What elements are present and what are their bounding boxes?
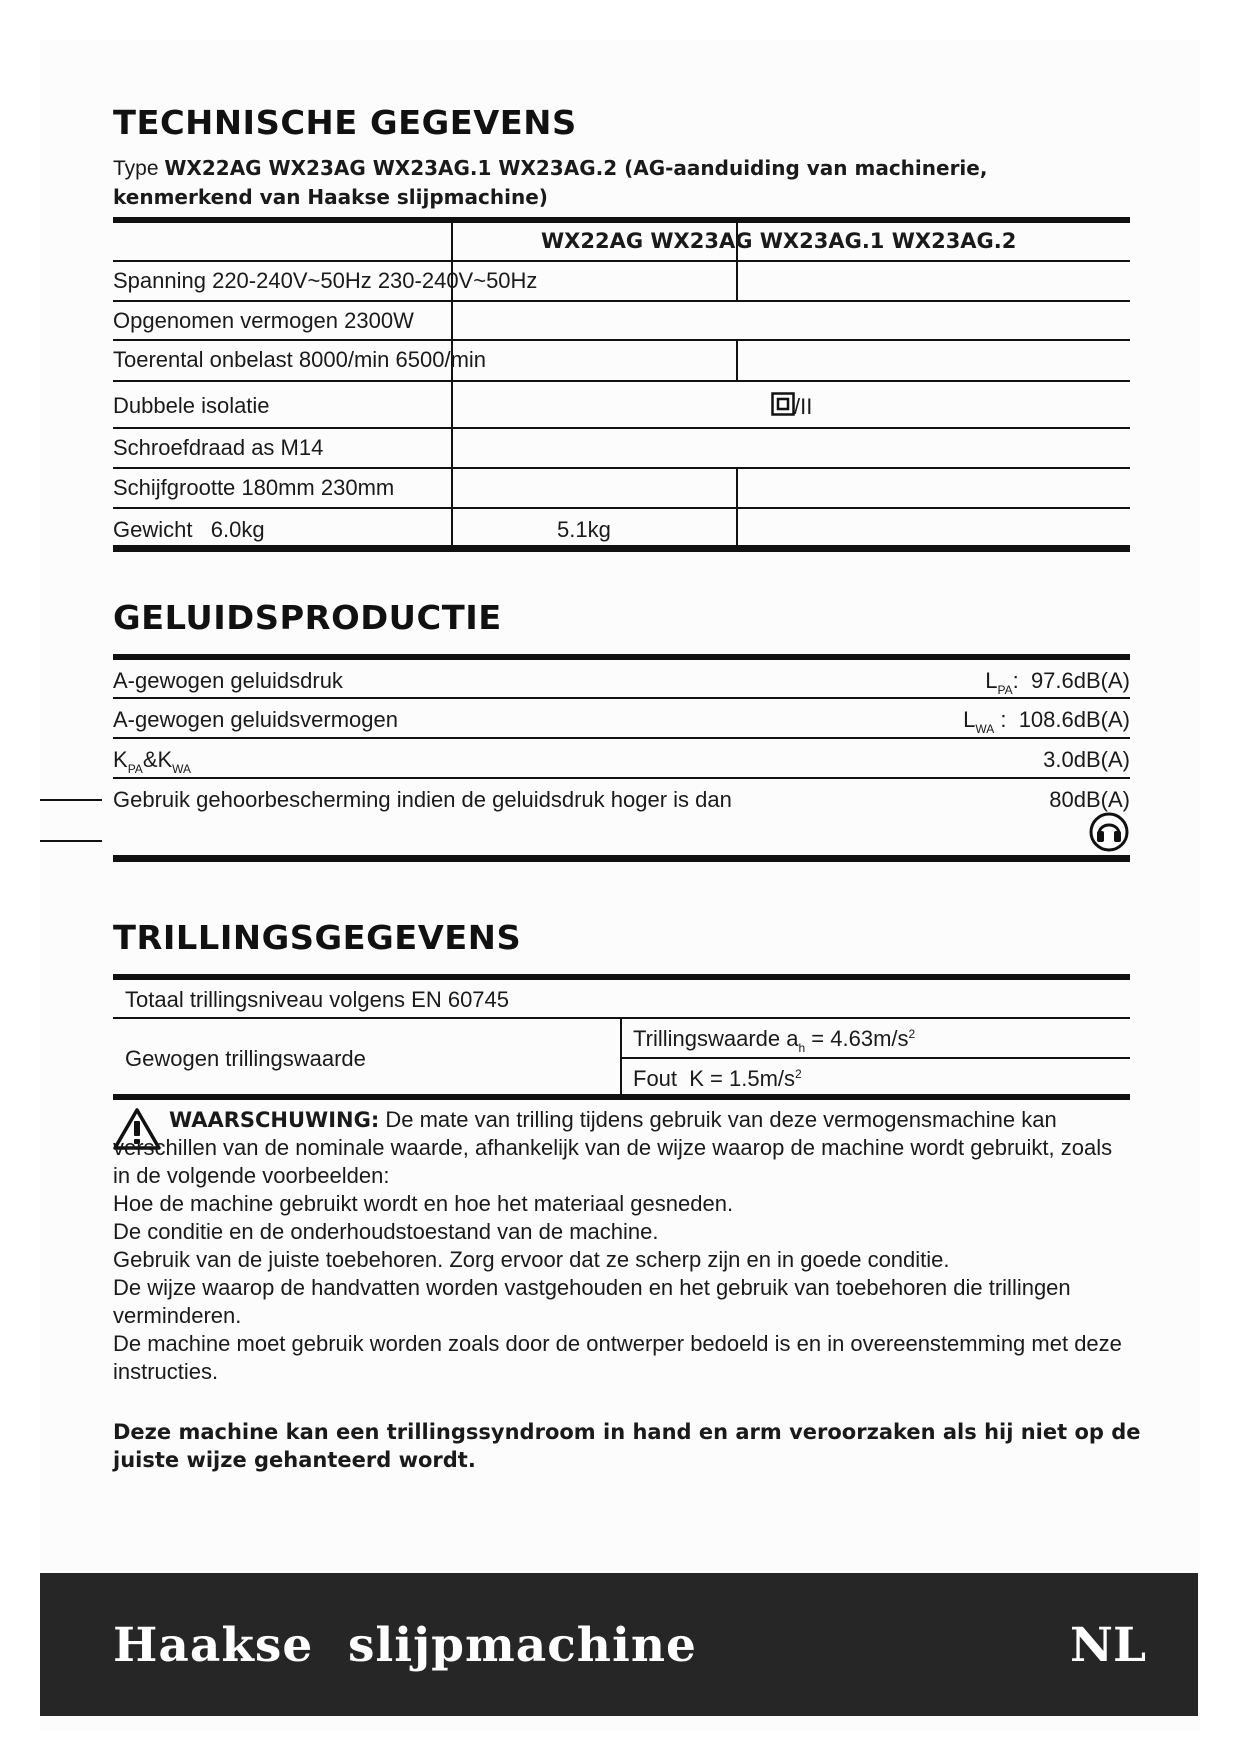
table-bottom-rule xyxy=(113,855,1130,862)
row-voltage: Spanning 220-240V~50Hz 230-240V~50Hz xyxy=(113,268,538,293)
column-divider xyxy=(736,469,738,545)
sound-power-value: $L_{WA}$ : 108.6dB(A) xyxy=(963,707,1130,736)
column-divider xyxy=(620,1019,622,1094)
margin-mark xyxy=(40,799,102,801)
row-rule xyxy=(113,339,1130,341)
sound-pressure-value: $L_{PA}$: 97.6dB(A) xyxy=(985,668,1130,697)
footer-language: NL xyxy=(1069,1618,1146,1673)
weight-value-2: 5.1kg xyxy=(557,517,611,542)
row-rule xyxy=(113,300,1130,302)
row-rule xyxy=(113,427,1130,429)
warning-line: De wijze waarop de handvatten worden vastgehouden en het gebruik van toebehoren die trillingen verminderen. xyxy=(113,1275,1071,1328)
row-rule xyxy=(113,507,1130,509)
row-weight: Gewicht 6.0kg xyxy=(113,517,265,542)
insulation-class: /II xyxy=(794,394,813,419)
warning-line: Gebruik van de juiste toebehoren. Zorg ervoor dat ze scherp zijn en in goede conditie. xyxy=(113,1247,950,1272)
margin-mark xyxy=(40,840,102,842)
type-models: WX22AG WX23AG WX23AG.1 WX23AG.2 (AG-aanduiding van machinerie, kenmerkend van Haakse slijpmachine) xyxy=(113,156,988,209)
sound-power-label: A-gewogen geluidsvermogen xyxy=(113,707,398,732)
closing-warning: Deze machine kan een trillingssyndroom in hand en arm veroorzaken als hij niet op de juiste wijze gehanteerd wordt. xyxy=(113,1420,1141,1472)
type-prefix: Type xyxy=(113,157,159,180)
row-rule xyxy=(113,380,1130,382)
table-top-rule xyxy=(113,217,1130,223)
warning-line: De machine moet gebruik worden zoals door de ontwerper bedoeld is en in overeenstemming met deze instructies. xyxy=(113,1331,1122,1384)
row-power: Opgenomen vermogen 2300W xyxy=(113,308,414,333)
table-top-rule xyxy=(113,974,1130,980)
technical-heading: TECHNISCHE GEGEVENS xyxy=(113,103,577,142)
weighted-vibration-label: Gewogen trillingswaarde xyxy=(125,1046,366,1071)
warning-intro: WAARSCHUWING: De mate van trilling tijdens gebruik van deze vermogensmachine kan verschillen van de nominale waarde, afhankelijk van de wijze waarop de machine wordt gebruikt, zoals in de volgende voorbeelden: xyxy=(113,1107,1113,1188)
uncertainty-value: 3.0dB(A) xyxy=(1043,747,1130,772)
row-insulation: Dubbele isolatie xyxy=(113,393,270,418)
row-rule xyxy=(113,697,1130,699)
hearing-protection-value: 80dB(A) xyxy=(1049,787,1130,812)
noise-heading: GELUIDSPRODUCTIE xyxy=(113,598,502,637)
table-bottom-rule xyxy=(113,1094,1130,1100)
type-line xyxy=(113,154,1113,212)
footer-title: Haakse slijpmachine xyxy=(113,1618,697,1673)
row-rule xyxy=(113,467,1130,469)
column-divider xyxy=(736,341,738,382)
row-rule xyxy=(113,260,1130,262)
sound-pressure-label: A-gewogen geluidsdruk xyxy=(113,668,343,693)
table-top-rule xyxy=(113,654,1130,660)
vibration-value: Trillingswaarde $a_h = 4.63m/s^2$ xyxy=(633,1026,916,1055)
total-vibration-label: Totaal trillingsniveau volgens EN 60745 xyxy=(125,987,510,1012)
warning-line: Hoe de machine gebruikt wordt en hoe het materiaal gesneden. xyxy=(113,1191,734,1216)
vibration-error: Fout $K = 1.5m/s^2$ xyxy=(633,1066,802,1091)
hearing-protection-label: Gebruik gehoorbescherming indien de geluidsdruk hoger is dan xyxy=(113,787,732,812)
ear-protection-icon xyxy=(1089,812,1129,857)
row-thread: Schroefdraad as M14 xyxy=(113,435,324,460)
row-rule xyxy=(621,1057,1130,1059)
table-bottom-rule xyxy=(113,545,1130,552)
uncertainty-label: $K_{PA}\&K_{WA}$ xyxy=(113,747,192,776)
row-rule xyxy=(113,777,1130,779)
vibration-heading: TRILLINGSGEGEVENS xyxy=(113,918,522,957)
warning-text xyxy=(113,1106,1133,1386)
table-header: WX22AG WX23AG WX23AG.1 WX23AG.2 xyxy=(541,229,1017,253)
double-insulation-icon xyxy=(771,392,795,421)
row-speed: Toerental onbelast 8000/min 6500/min xyxy=(113,347,487,372)
row-rule xyxy=(113,737,1130,739)
row-disc-size: Schijfgrootte 180mm 230mm xyxy=(113,475,395,500)
warning-line: De conditie en de onderhoudstoestand van de machine. xyxy=(113,1219,659,1244)
